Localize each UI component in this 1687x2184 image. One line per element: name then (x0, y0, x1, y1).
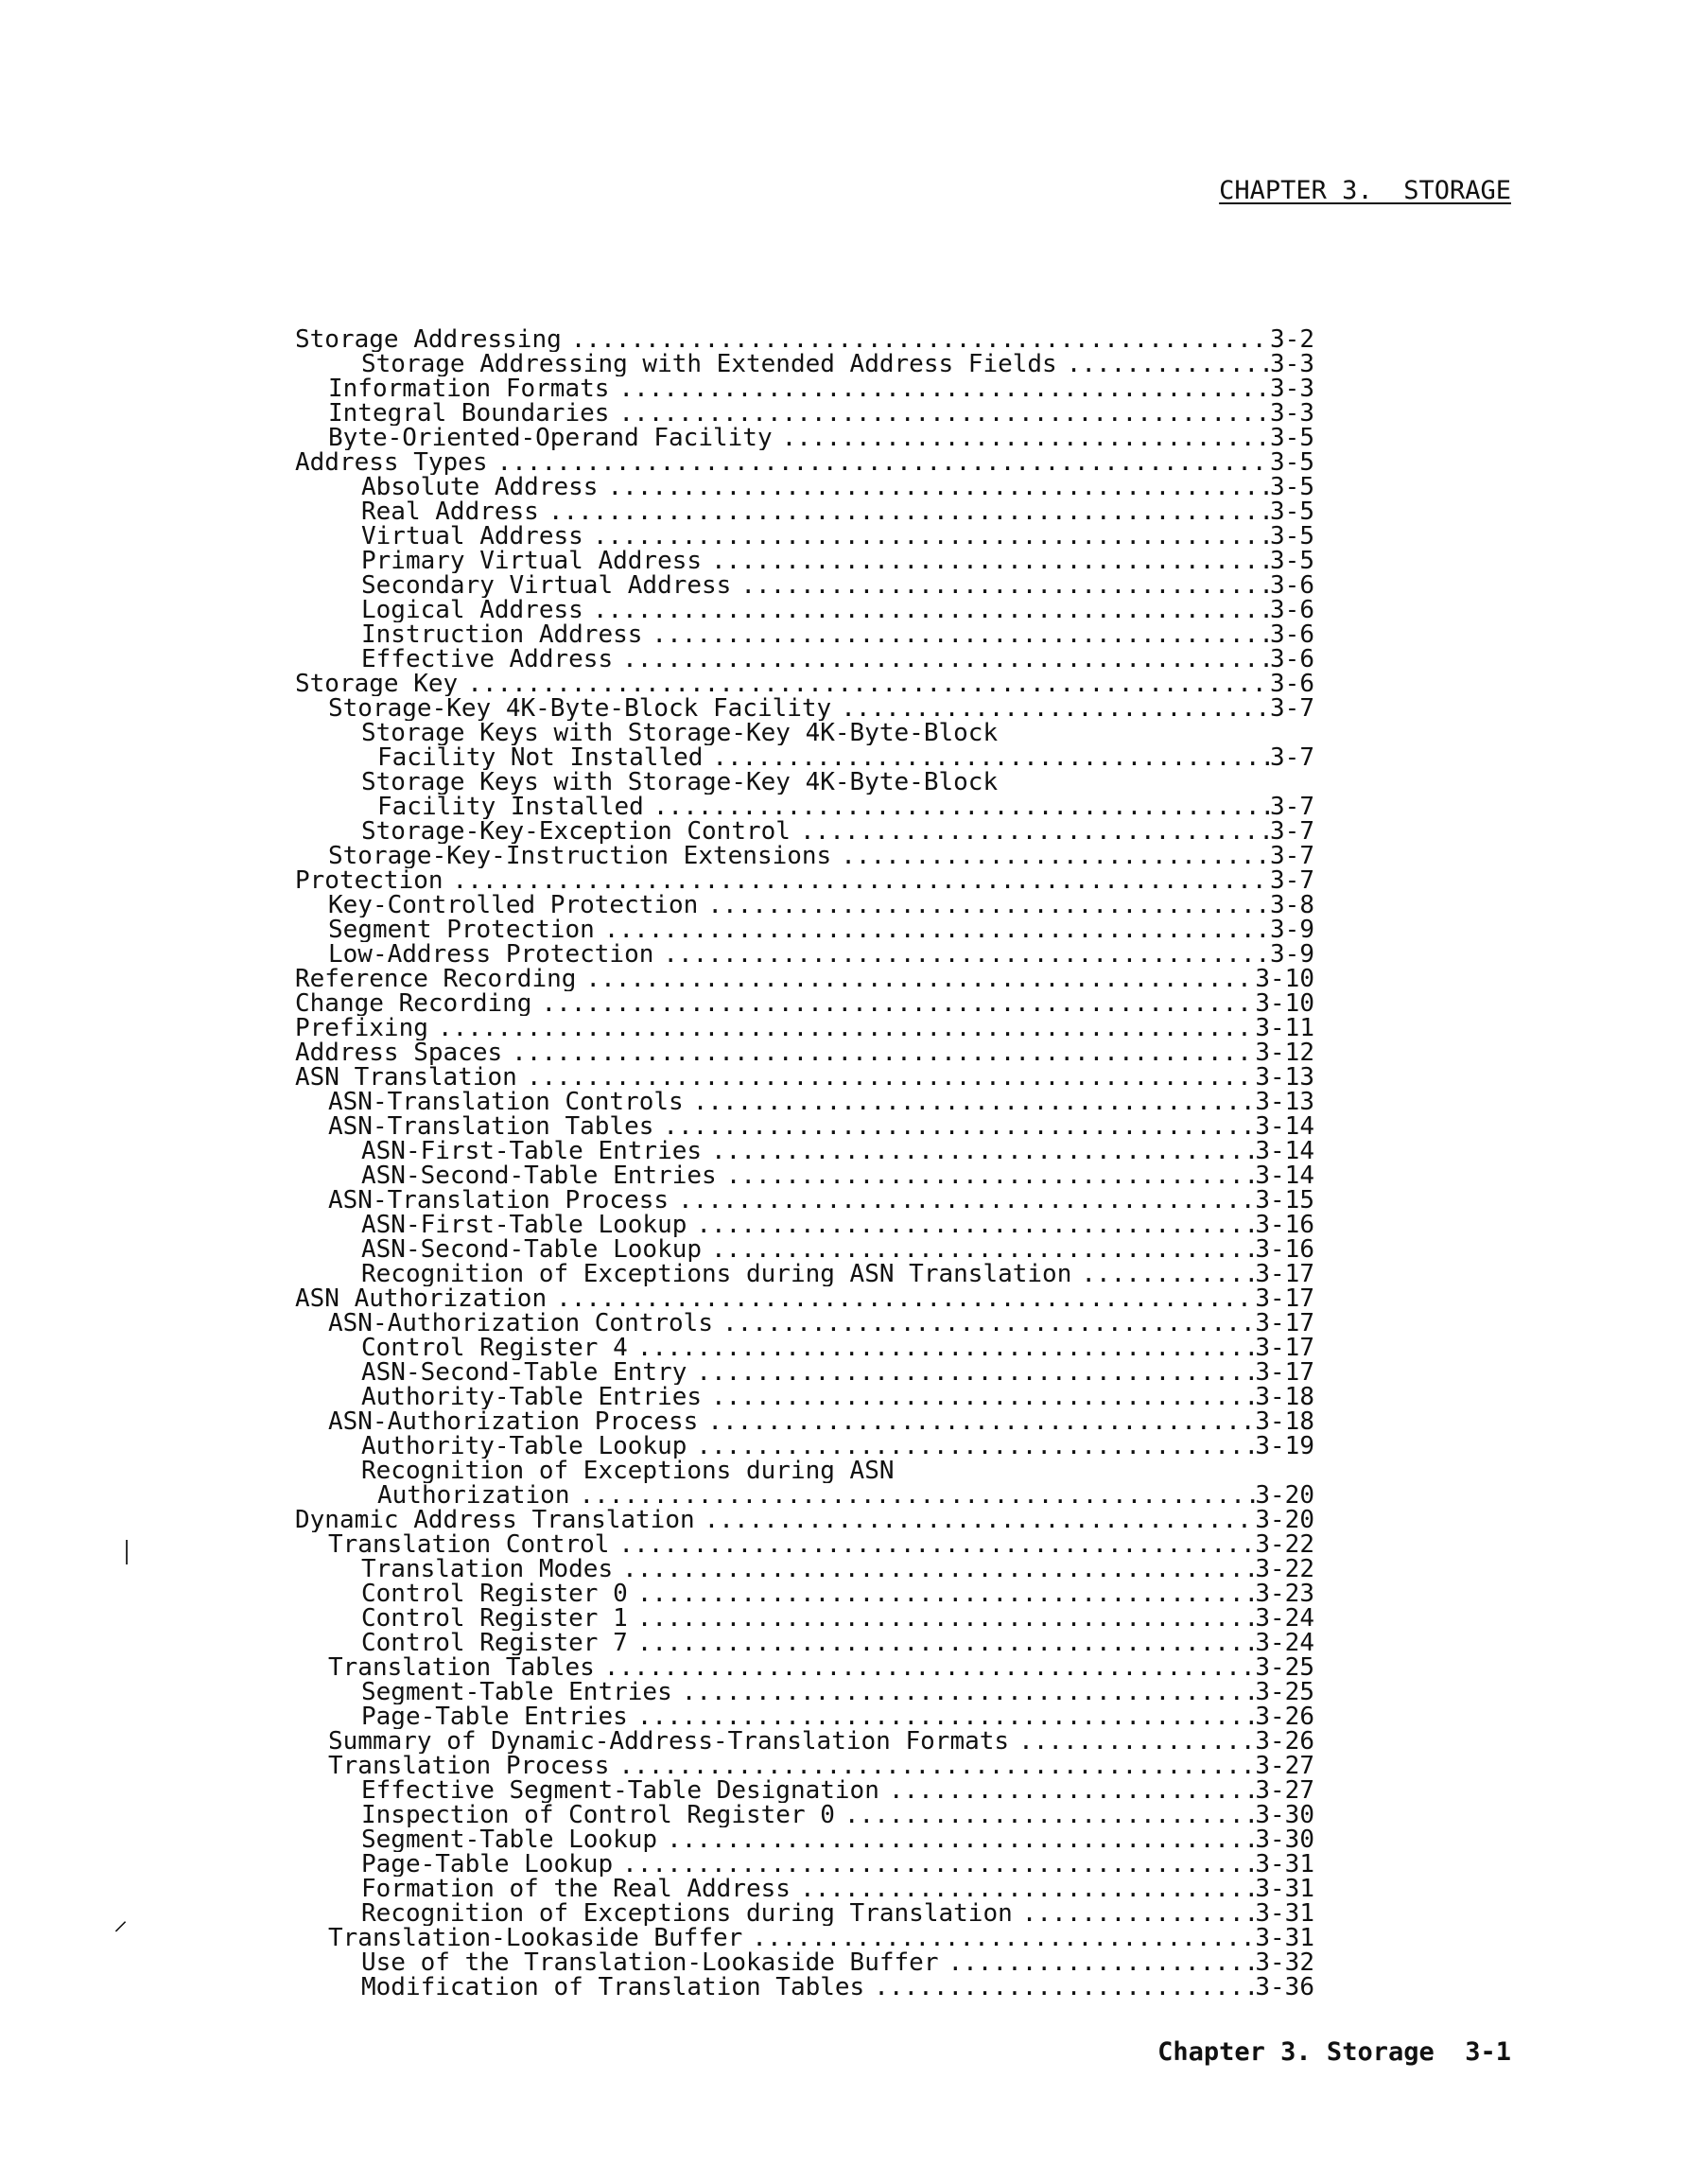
toc-entry-page: 3-22 (1255, 1532, 1314, 1557)
toc-entry-title: Page-Table Entries (361, 1704, 628, 1729)
dot-leader (595, 917, 1270, 942)
dot-leader (642, 622, 1270, 647)
toc-entry (295, 376, 1314, 401)
dot-leader (773, 426, 1270, 450)
toc-entry (295, 1163, 1314, 1188)
toc-entry (295, 745, 1314, 770)
dot-leader (687, 1360, 1255, 1385)
chapter-heading: CHAPTER 3. STORAGE (1219, 176, 1511, 205)
toc-entry (295, 1016, 1314, 1040)
toc-entry-title: Secondary Virtual Address (361, 573, 732, 598)
toc-entry-page: 3-16 (1255, 1213, 1314, 1237)
toc-entry (295, 1803, 1314, 1827)
toc-entry-page: 3-24 (1255, 1631, 1314, 1655)
toc-entry-page: 3-6 (1270, 573, 1314, 598)
toc-entry (295, 1286, 1314, 1311)
dot-leader (562, 327, 1270, 352)
toc-entry (295, 1360, 1314, 1385)
toc-entry-page: 3-6 (1270, 647, 1314, 672)
dot-leader (613, 647, 1270, 672)
toc-entry-title: Reference Recording (295, 967, 577, 991)
toc-entry-title: Change Recording (295, 991, 532, 1016)
dot-leader (879, 1778, 1256, 1803)
dot-leader (687, 1213, 1255, 1237)
toc-entry-title: Control Register 7 (361, 1631, 628, 1655)
toc-entry (295, 1754, 1314, 1778)
toc-entry (295, 868, 1314, 893)
toc-entry-page: 3-26 (1255, 1729, 1314, 1754)
dot-leader (702, 1385, 1255, 1409)
dot-leader (502, 1040, 1255, 1065)
toc-entry-page: 3-27 (1255, 1778, 1314, 1803)
dot-leader (684, 1090, 1256, 1114)
toc-entry-page: 3-30 (1255, 1827, 1314, 1852)
dot-leader (628, 1336, 1256, 1360)
toc-entry (295, 1729, 1314, 1754)
toc-entry-page: 3-17 (1255, 1286, 1314, 1311)
toc-entry (295, 549, 1314, 573)
toc-entry (295, 475, 1314, 499)
toc-entry (295, 647, 1314, 672)
toc-entry-title: ASN-Translation Controls (328, 1090, 684, 1114)
toc-entry-title: Translation Tables (328, 1655, 595, 1680)
toc-entry (295, 819, 1314, 844)
toc-entry-page: 3-6 (1270, 672, 1314, 696)
toc-entry (295, 893, 1314, 917)
toc-entry-page: 3-7 (1270, 819, 1314, 844)
toc-entry-title: Authorization (377, 1483, 570, 1508)
table-of-contents (295, 327, 1314, 2000)
toc-entry-title: Storage Keys with Storage-Key 4K-Byte-Block (361, 721, 999, 745)
toc-entry-title: Integral Boundaries (328, 401, 610, 426)
dot-leader (609, 401, 1270, 426)
toc-entry-title: Translation-Lookaside Buffer (328, 1926, 743, 1950)
dot-leader (583, 598, 1270, 622)
toc-entry-title: Effective Address (361, 647, 614, 672)
dot-leader (698, 893, 1270, 917)
toc-entry-title: Primary Virtual Address (361, 549, 703, 573)
toc-entry-page: 3-14 (1255, 1163, 1314, 1188)
toc-entry-page: 3-5 (1270, 426, 1314, 450)
toc-entry-title: Translation Process (328, 1754, 610, 1778)
toc-entry-page: 3-3 (1270, 401, 1314, 426)
toc-entry-page: 3-31 (1255, 1877, 1314, 1901)
toc-entry-title: Storage-Key-Instruction Extensions (328, 844, 832, 868)
toc-entry-title: ASN-First-Table Lookup (361, 1213, 687, 1237)
toc-entry-title: Storage-Key 4K-Byte-Block Facility (328, 696, 832, 721)
toc-entry-page: 3-6 (1270, 622, 1314, 647)
dot-leader (702, 1139, 1255, 1163)
toc-entry-title: ASN-Translation Tables (328, 1114, 654, 1139)
toc-entry-title: Absolute Address (361, 475, 599, 499)
toc-entry (295, 1532, 1314, 1557)
toc-entry-page: 3-6 (1270, 598, 1314, 622)
toc-entry-page: 3-10 (1255, 991, 1314, 1016)
dot-leader (488, 450, 1271, 475)
toc-entry (295, 1139, 1314, 1163)
toc-entry-title: Segment Protection (328, 917, 595, 942)
dot-leader (570, 1483, 1256, 1508)
dot-leader (938, 1950, 1255, 1975)
toc-entry (295, 1434, 1314, 1459)
toc-entry (295, 1827, 1314, 1852)
toc-entry-page: 3-9 (1270, 942, 1314, 967)
dot-leader (731, 573, 1270, 598)
toc-entry-title: ASN Translation (295, 1065, 517, 1090)
toc-entry-title: Formation of the Real Address (361, 1877, 791, 1901)
toc-entry (295, 917, 1314, 942)
toc-entry-page: 3-17 (1255, 1336, 1314, 1360)
dot-leader (609, 1754, 1255, 1778)
toc-entry-page: 3-7 (1270, 745, 1314, 770)
toc-entry-title: Storage Key (295, 672, 459, 696)
toc-entry (295, 1950, 1314, 1975)
dot-leader (717, 1163, 1256, 1188)
toc-entry-page: 3-31 (1255, 1901, 1314, 1926)
dot-leader (628, 1704, 1256, 1729)
toc-entry (295, 524, 1314, 549)
dot-leader (576, 967, 1255, 991)
revision-bar (126, 1540, 128, 1564)
dot-leader (531, 991, 1255, 1016)
toc-entry (295, 573, 1314, 598)
dot-leader (628, 1631, 1256, 1655)
toc-entry-page: 3-7 (1270, 844, 1314, 868)
toc-entry-page: 3-19 (1255, 1434, 1314, 1459)
toc-entry (295, 598, 1314, 622)
toc-entry (295, 1508, 1314, 1532)
toc-entry-title: ASN-First-Table Entries (361, 1139, 703, 1163)
scan-mark: ⸝ (113, 1904, 128, 1937)
toc-entry (295, 450, 1314, 475)
toc-entry-page: 3-10 (1255, 967, 1314, 991)
toc-entry (295, 1606, 1314, 1631)
toc-entry (295, 1655, 1314, 1680)
toc-entry-title: Low-Address Protection (328, 942, 654, 967)
toc-entry-title: Protection (295, 868, 443, 893)
toc-entry (295, 401, 1314, 426)
toc-entry-page: 3-25 (1255, 1655, 1314, 1680)
toc-entry-page: 3-18 (1255, 1409, 1314, 1434)
toc-entry (295, 696, 1314, 721)
toc-entry-title: ASN-Translation Process (328, 1188, 670, 1213)
dot-leader (698, 1409, 1255, 1434)
toc-entry (295, 1901, 1314, 1926)
dot-leader (657, 1827, 1255, 1852)
toc-entry-title: Control Register 4 (361, 1336, 628, 1360)
dot-leader (791, 819, 1270, 844)
toc-entry-title: Logical Address (361, 598, 583, 622)
toc-entry-title: Key-Controlled Protection (328, 893, 699, 917)
toc-entry (295, 844, 1314, 868)
dot-leader (742, 1926, 1255, 1950)
toc-entry-title: Instruction Address (361, 622, 643, 647)
toc-entry-title: ASN-Second-Table Entry (361, 1360, 687, 1385)
dot-leader (831, 696, 1270, 721)
toc-entry-title: Control Register 0 (361, 1581, 628, 1606)
toc-entry-page: 3-3 (1270, 352, 1314, 376)
toc-entry-page: 3-17 (1255, 1360, 1314, 1385)
toc-entry-page: 3-13 (1255, 1065, 1314, 1090)
toc-entry (295, 352, 1314, 376)
toc-entry (295, 1262, 1314, 1286)
toc-entry (295, 1631, 1314, 1655)
toc-entry (295, 967, 1314, 991)
toc-entry-title: Facility Installed (377, 795, 644, 819)
dot-leader (702, 549, 1270, 573)
toc-entry (295, 1852, 1314, 1877)
toc-entry (295, 499, 1314, 524)
toc-entry-title: Page-Table Lookup (361, 1852, 614, 1877)
toc-entry (295, 1213, 1314, 1237)
toc-entry (295, 1459, 1314, 1483)
toc-entry (295, 721, 1314, 745)
toc-entry (295, 991, 1314, 1016)
toc-entry-page: 3-5 (1270, 499, 1314, 524)
toc-entry-title: Control Register 1 (361, 1606, 628, 1631)
toc-entry (295, 1188, 1314, 1213)
toc-entry-page: 3-7 (1270, 795, 1314, 819)
toc-entry-title: Translation Control (328, 1532, 610, 1557)
toc-entry-title: Storage-Key-Exception Control (361, 819, 791, 844)
toc-entry (295, 942, 1314, 967)
toc-entry-page: 3-31 (1255, 1926, 1314, 1950)
toc-entry (295, 770, 1314, 795)
toc-entry (295, 1311, 1314, 1336)
dot-leader (628, 1581, 1256, 1606)
toc-entry-page: 3-17 (1255, 1311, 1314, 1336)
dot-leader (702, 1237, 1255, 1262)
toc-entry-title: ASN-Authorization Process (328, 1409, 699, 1434)
toc-entry-page: 3-27 (1255, 1754, 1314, 1778)
dot-leader (703, 745, 1270, 770)
toc-entry-title: ASN-Authorization Controls (328, 1311, 713, 1336)
toc-entry (295, 1483, 1314, 1508)
dot-leader (1071, 1262, 1255, 1286)
toc-entry-page: 3-17 (1255, 1262, 1314, 1286)
toc-entry (295, 1114, 1314, 1139)
dot-leader (609, 1532, 1255, 1557)
toc-entry-title: Prefixing (295, 1016, 428, 1040)
toc-entry-page: 3-7 (1270, 696, 1314, 721)
dot-leader (835, 1803, 1255, 1827)
dot-leader (598, 475, 1270, 499)
toc-entry (295, 1975, 1314, 2000)
dot-leader (428, 1016, 1255, 1040)
dot-leader (583, 524, 1270, 549)
dot-leader (1013, 1901, 1256, 1926)
dot-leader (644, 795, 1270, 819)
toc-entry-title: Modification of Translation Tables (361, 1975, 865, 2000)
toc-entry-page: 3-5 (1270, 549, 1314, 573)
toc-entry-title: Storage Addressing with Extended Address Fields (361, 352, 1057, 376)
toc-entry-title: Inspection of Control Register 0 (361, 1803, 835, 1827)
dot-leader (1009, 1729, 1255, 1754)
toc-entry (295, 1237, 1314, 1262)
dot-leader (672, 1680, 1256, 1704)
toc-entry-page: 3-5 (1270, 524, 1314, 549)
toc-entry-title: Address Spaces (295, 1040, 503, 1065)
toc-entry-title: Real Address (361, 499, 539, 524)
toc-entry-title: Recognition of Exceptions during ASN (361, 1459, 895, 1483)
toc-entry-title: Authority-Table Entries (361, 1385, 703, 1409)
toc-entry-title: Authority-Table Lookup (361, 1434, 687, 1459)
page-footer: Chapter 3. Storage 3-1 (1157, 2037, 1511, 2067)
toc-entry (295, 1680, 1314, 1704)
toc-entry (295, 1557, 1314, 1581)
toc-entry-page: 3-32 (1255, 1950, 1314, 1975)
dot-leader (791, 1877, 1255, 1901)
toc-entry-page: 3-15 (1255, 1188, 1314, 1213)
dot-leader (613, 1852, 1255, 1877)
dot-leader (1057, 352, 1270, 376)
toc-entry (295, 426, 1314, 450)
toc-entry (295, 327, 1314, 352)
toc-entry (295, 1065, 1314, 1090)
toc-entry-title: Storage Addressing (295, 327, 562, 352)
toc-entry-title: Information Formats (328, 376, 610, 401)
toc-entry (295, 1926, 1314, 1950)
toc-entry-page: 3-3 (1270, 376, 1314, 401)
dot-leader (613, 1557, 1255, 1581)
toc-entry-page: 3-5 (1270, 450, 1314, 475)
toc-entry-title: Dynamic Address Translation (295, 1508, 695, 1532)
dot-leader (669, 1188, 1255, 1213)
toc-entry (295, 1877, 1314, 1901)
dot-leader (539, 499, 1270, 524)
dot-leader (653, 1114, 1255, 1139)
dot-leader (517, 1065, 1256, 1090)
toc-entry-title: Segment-Table Lookup (361, 1827, 658, 1852)
toc-entry-page: 3-30 (1255, 1803, 1314, 1827)
toc-entry (295, 1778, 1314, 1803)
toc-entry (295, 672, 1314, 696)
toc-entry-page: 3-2 (1270, 327, 1314, 352)
toc-entry (295, 1336, 1314, 1360)
dot-leader (443, 868, 1270, 893)
toc-entry-page: 3-7 (1270, 868, 1314, 893)
toc-entry-title: ASN-Second-Table Lookup (361, 1237, 703, 1262)
toc-entry-page: 3-22 (1255, 1557, 1314, 1581)
toc-entry-title: Byte-Oriented-Operand Facility (328, 426, 773, 450)
dot-leader (864, 1975, 1255, 2000)
dot-leader (458, 672, 1270, 696)
toc-entry-page: 3-31 (1255, 1852, 1314, 1877)
toc-entry-title: Effective Segment-Table Designation (361, 1778, 879, 1803)
dot-leader (695, 1508, 1256, 1532)
toc-entry-page: 3-14 (1255, 1114, 1314, 1139)
dot-leader (609, 376, 1270, 401)
toc-entry (295, 1704, 1314, 1729)
toc-entry-page: 3-11 (1255, 1016, 1314, 1040)
toc-entry-page: 3-25 (1255, 1680, 1314, 1704)
toc-entry-page: 3-24 (1255, 1606, 1314, 1631)
toc-entry-page: 3-20 (1255, 1483, 1314, 1508)
toc-entry-page: 3-13 (1255, 1090, 1314, 1114)
toc-entry-page: 3-36 (1255, 1975, 1314, 2000)
toc-entry-title: Facility Not Installed (377, 745, 704, 770)
dot-leader (595, 1655, 1256, 1680)
toc-entry-page: 3-9 (1270, 917, 1314, 942)
toc-entry (295, 1040, 1314, 1065)
toc-entry-page: 3-26 (1255, 1704, 1314, 1729)
toc-entry (295, 1581, 1314, 1606)
toc-entry-page: 3-20 (1255, 1508, 1314, 1532)
dot-leader (713, 1311, 1255, 1336)
toc-entry-title: Recognition of Exceptions during ASN Translation (361, 1262, 1072, 1286)
toc-entry (295, 1385, 1314, 1409)
dot-leader (547, 1286, 1255, 1311)
toc-entry-title: Recognition of Exceptions during Translation (361, 1901, 1013, 1926)
toc-entry-page: 3-12 (1255, 1040, 1314, 1065)
toc-entry-title: ASN-Second-Table Entries (361, 1163, 717, 1188)
dot-leader (653, 942, 1270, 967)
toc-entry-page: 3-16 (1255, 1237, 1314, 1262)
toc-entry (295, 622, 1314, 647)
dot-leader (628, 1606, 1256, 1631)
toc-entry-title: ASN Authorization (295, 1286, 548, 1311)
toc-entry (295, 1090, 1314, 1114)
toc-entry-title: Summary of Dynamic-Address-Translation Formats (328, 1729, 1010, 1754)
toc-entry (295, 1409, 1314, 1434)
toc-entry-title: Use of the Translation-Lookaside Buffer (361, 1950, 939, 1975)
toc-entry-page: 3-18 (1255, 1385, 1314, 1409)
dot-leader (831, 844, 1270, 868)
dot-leader (687, 1434, 1255, 1459)
toc-entry-page: 3-14 (1255, 1139, 1314, 1163)
toc-entry-title: Address Types (295, 450, 488, 475)
toc-entry-title: Storage Keys with Storage-Key 4K-Byte-Block (361, 770, 999, 795)
toc-entry-page: 3-23 (1255, 1581, 1314, 1606)
toc-entry-page: 3-5 (1270, 475, 1314, 499)
toc-entry (295, 795, 1314, 819)
toc-entry-title: Segment-Table Entries (361, 1680, 672, 1704)
toc-entry-title: Translation Modes (361, 1557, 614, 1581)
toc-entry-page: 3-8 (1270, 893, 1314, 917)
toc-entry-title: Virtual Address (361, 524, 583, 549)
